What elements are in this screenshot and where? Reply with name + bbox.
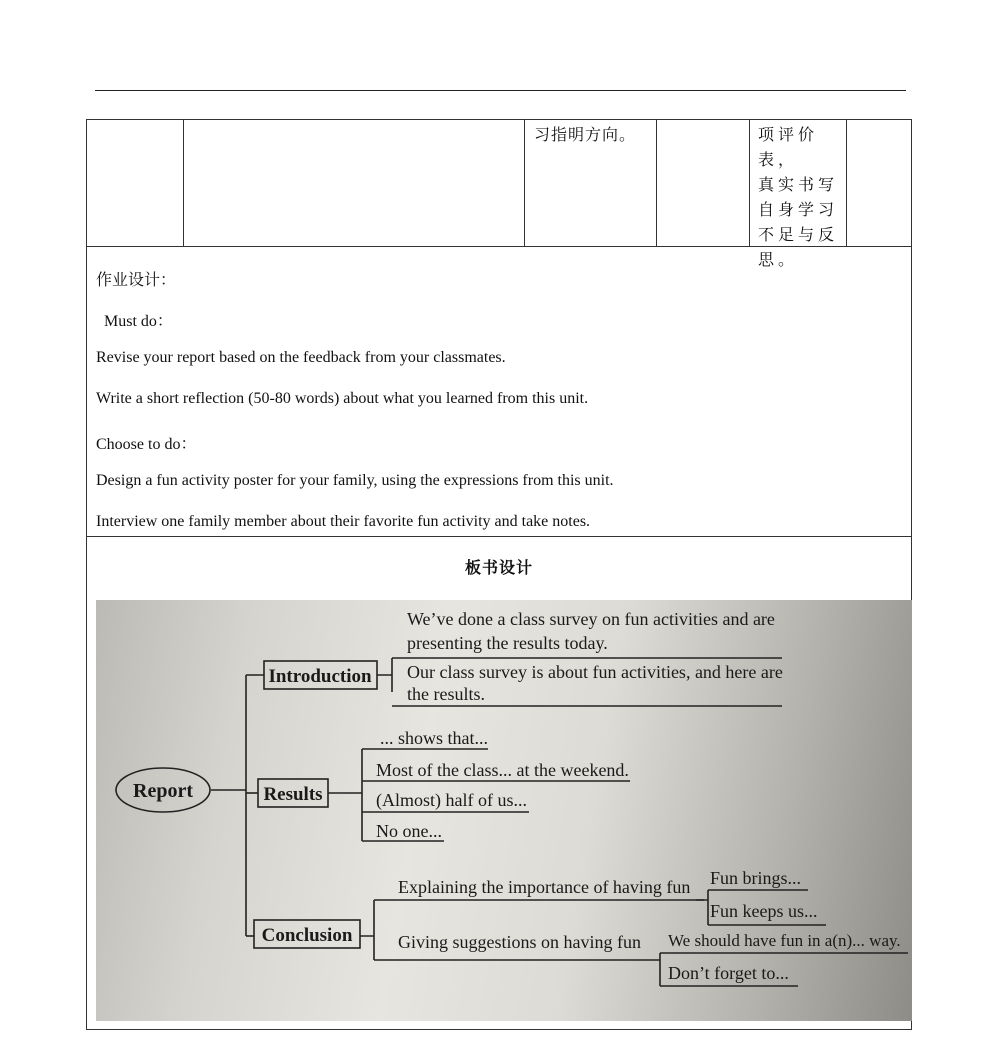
intro-item-line: the results.: [407, 684, 485, 704]
choose-label: Choose to do：: [96, 436, 197, 453]
suggestion-bracket: [648, 953, 660, 986]
results-item: No one...: [376, 821, 442, 841]
intro-item-line: presenting the results today.: [407, 633, 608, 653]
table-cell-text: 习指明方向。: [534, 125, 637, 144]
homework-section: [86, 247, 912, 537]
cell-line: 自身学习: [758, 200, 839, 219]
mind-map: [96, 600, 912, 1021]
intro-bracket: [377, 658, 392, 692]
results-item: (Almost) half of us...: [376, 790, 527, 810]
choose-item: Interview one family member about their favorite fun activity and take notes.: [96, 513, 591, 530]
choose-item: Design a fun activity poster for your family, using the expressions from this unit.: [96, 472, 614, 489]
mind-map-photo: [96, 600, 912, 1021]
root-label: Report: [133, 780, 193, 802]
importance-item: Fun keeps us...: [710, 901, 818, 921]
results-item: Most of the class... at the weekend.: [376, 760, 629, 780]
introduction-label: Introduction: [268, 666, 372, 687]
results-label: Results: [263, 784, 323, 805]
table-column-divider: [749, 120, 750, 246]
cell-line: 项评价表，: [758, 125, 819, 169]
table-column-divider: [846, 120, 847, 246]
suggestion-item: Don’t forget to...: [668, 963, 789, 983]
cell-line: 思。: [758, 250, 799, 269]
intro-item-line: We’ve done a class survey on fun activities and are: [407, 609, 775, 629]
importance-item: Fun brings...: [710, 868, 802, 888]
top-table-row: [86, 119, 912, 269]
results-bracket: [328, 749, 362, 841]
conclusion-importance: Explaining the importance of having fun: [398, 877, 691, 897]
conclusion-label: Conclusion: [261, 925, 353, 946]
must-do-item: Revise your report based on the feedback from your classmates.: [96, 349, 506, 366]
board-design-section: [86, 536, 912, 1030]
table-column-divider: [524, 120, 525, 246]
board-title: 板书设计: [464, 558, 533, 577]
homework-title: 作业设计：: [96, 270, 177, 289]
cell-line: 真实书写: [758, 175, 839, 194]
conclusion-bracket: [360, 900, 374, 960]
intro-item-line: Our class survey is about fun activities, and here are: [407, 662, 783, 682]
results-item: ... shows that...: [380, 728, 488, 748]
importance-bracket: [696, 890, 708, 925]
must-do-label: Must do：: [104, 313, 173, 330]
table-column-divider: [183, 120, 184, 246]
suggestion-item: We should have fun in a(n)... way.: [668, 931, 901, 950]
table-column-divider: [656, 120, 657, 246]
cell-line: 不足与反: [758, 225, 839, 244]
header-rule: [95, 90, 906, 91]
conclusion-suggestions: Giving suggestions on having fun: [398, 932, 641, 952]
must-do-item: Write a short reflection (50-80 words) about what you learned from this unit.: [96, 390, 589, 407]
